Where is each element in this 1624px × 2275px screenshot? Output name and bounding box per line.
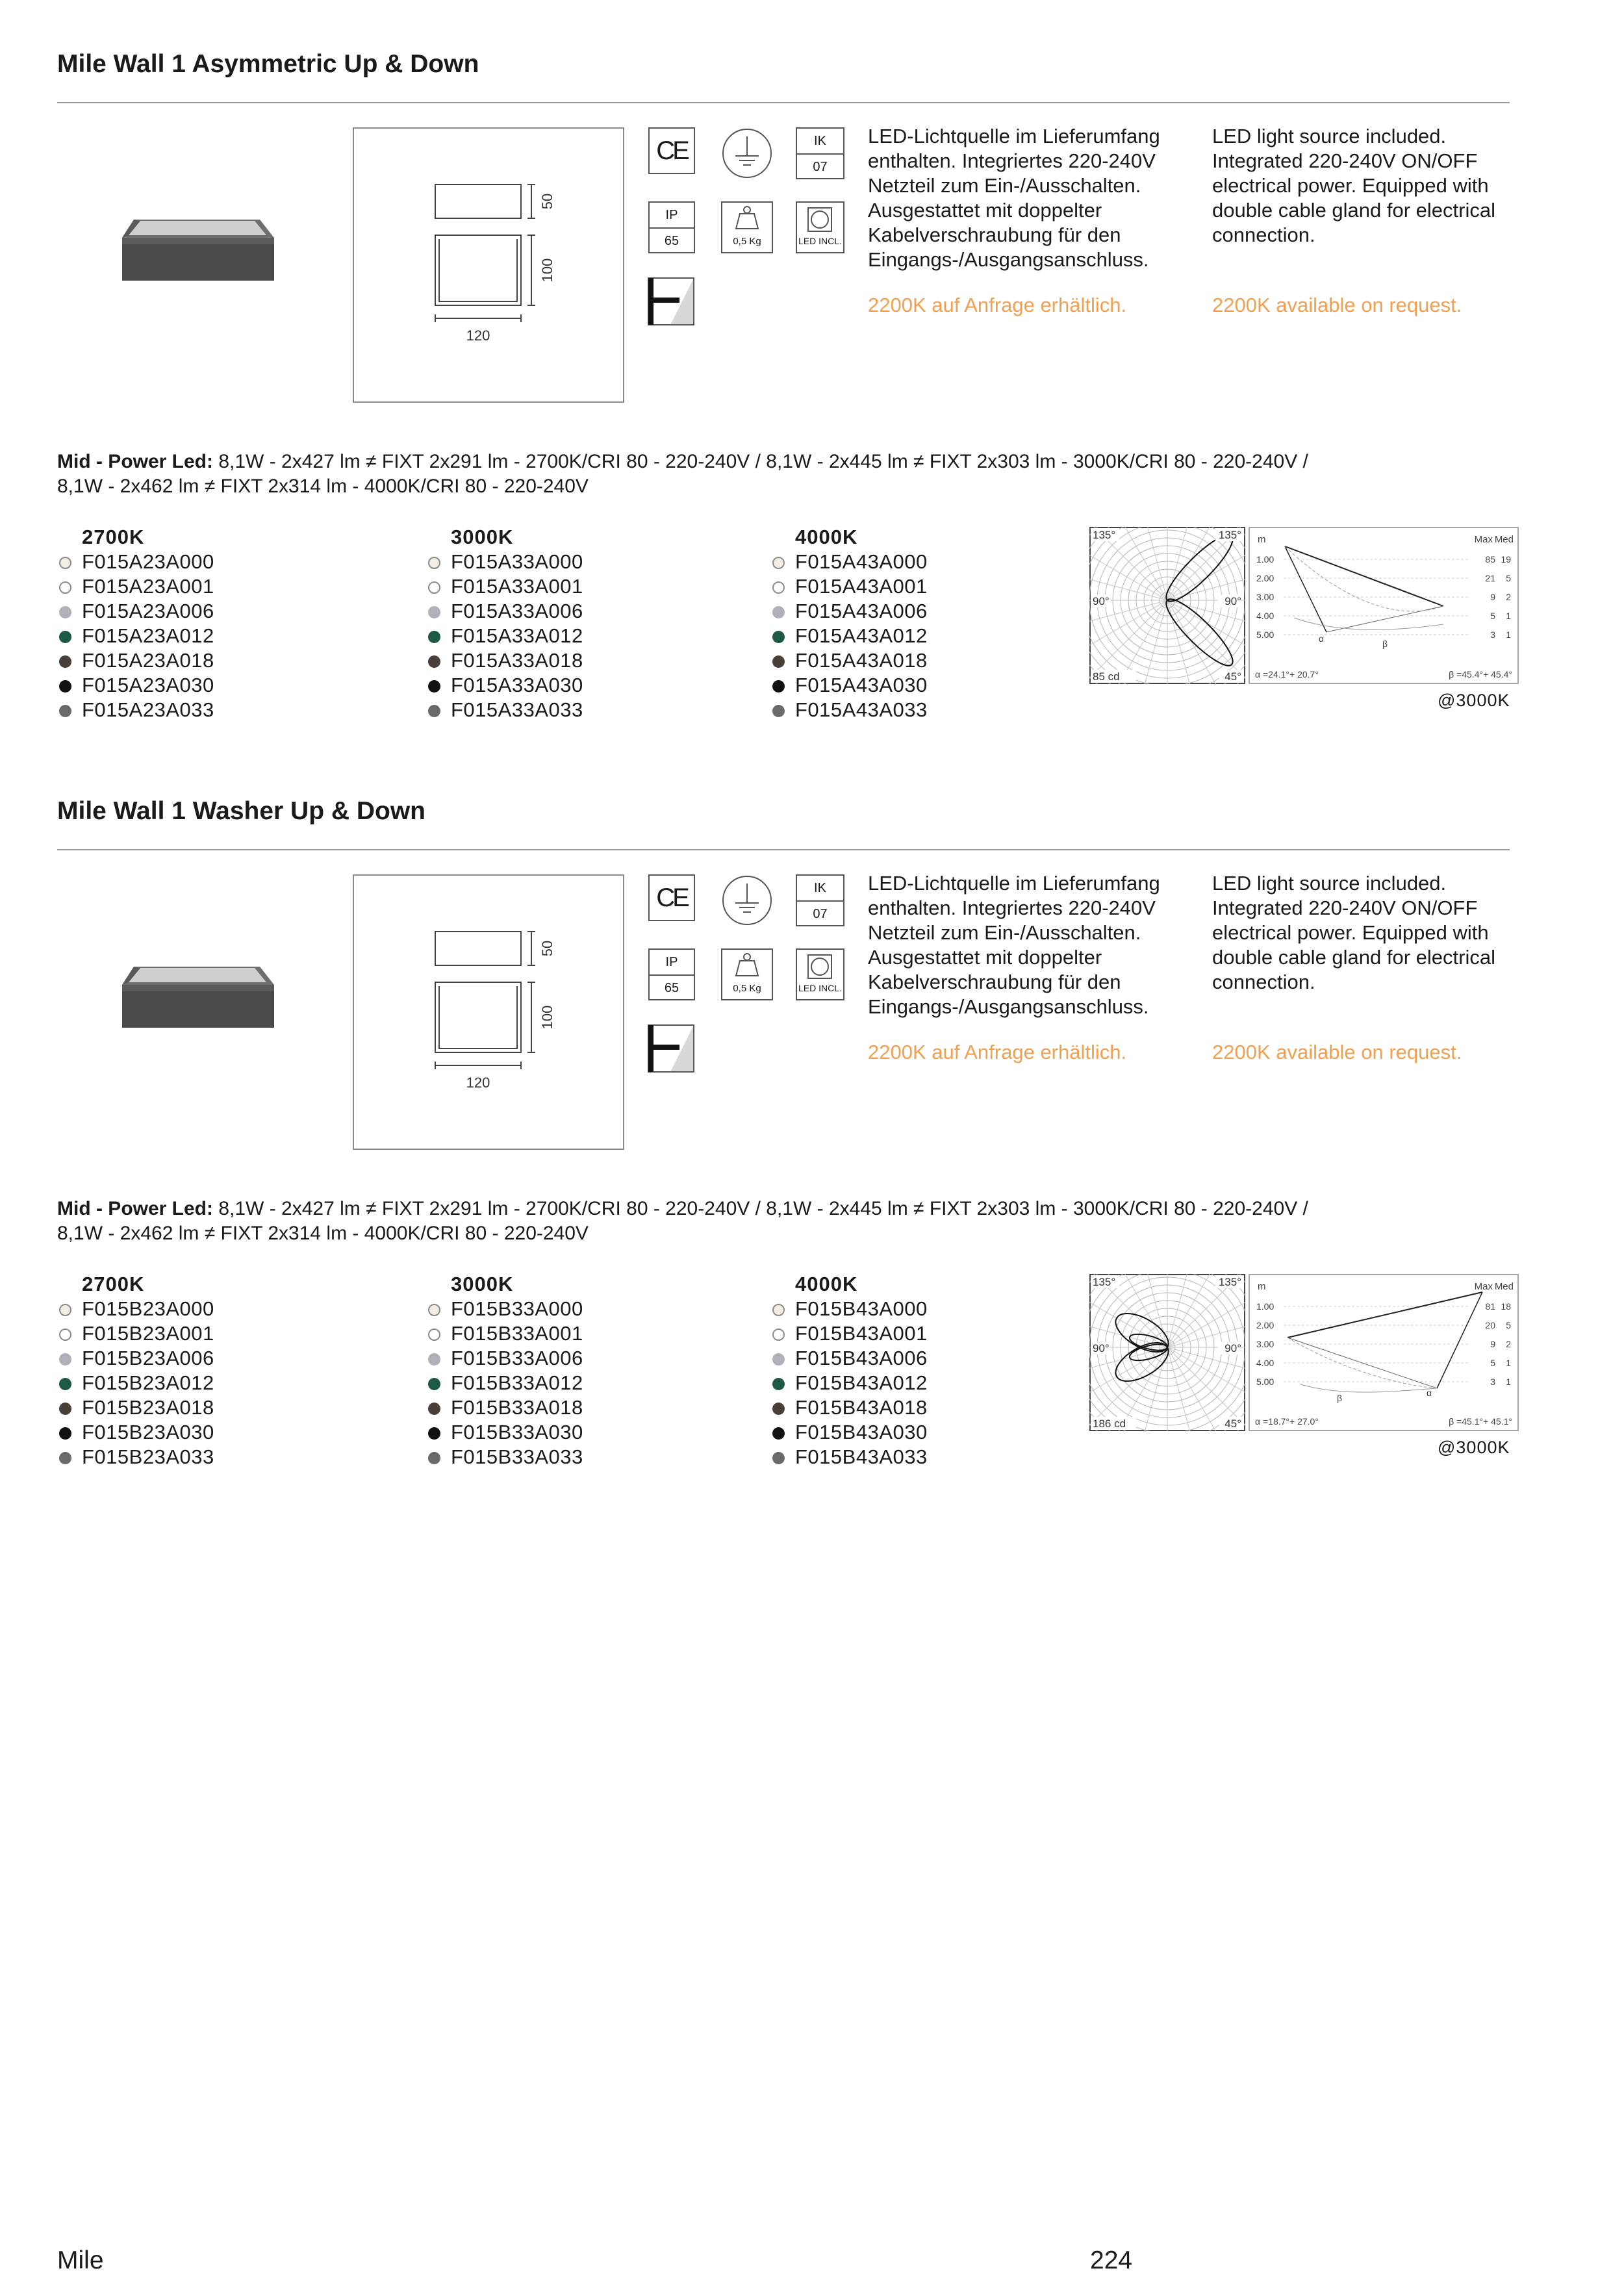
color-swatch — [59, 680, 71, 693]
article-code: F015B23A001 — [82, 1322, 214, 1345]
color-swatch — [59, 655, 71, 668]
article-code: F015A33A001 — [451, 575, 583, 598]
article-code: F015A23A012 — [82, 624, 214, 647]
description-de — [868, 124, 1180, 272]
color-swatch — [772, 1427, 785, 1440]
polar-diagram — [1089, 1274, 1245, 1431]
column-header-4000k: 4000K — [795, 526, 858, 548]
column-header-3000k: 3000K — [451, 526, 514, 548]
color-swatch — [59, 581, 71, 594]
title-divider — [57, 102, 1510, 103]
description-en — [1212, 871, 1524, 995]
description-en-line: connection. — [1212, 971, 1315, 993]
section-title: Mile Wall 1 Asymmetric Up & Down — [57, 50, 479, 78]
polar-label-135-right: 135° — [1218, 1276, 1241, 1288]
note-en: 2200K available on request. — [1212, 1041, 1462, 1063]
distance-row-m: 4.00 — [1256, 611, 1275, 621]
polar-label-90-right: 90° — [1224, 595, 1241, 607]
article-code: F015B23A000 — [82, 1297, 214, 1320]
note-en: 2200K available on request. — [1212, 294, 1462, 316]
article-code: F015B43A018 — [795, 1396, 928, 1419]
product-image — [122, 212, 275, 283]
description-en-line: electrical power. Equipped with — [1212, 921, 1489, 944]
distance-beta-angles: β =45.4°+ 45.4° — [1449, 669, 1512, 680]
color-swatch — [59, 1378, 71, 1390]
description-en-line: LED light source included. — [1212, 872, 1447, 895]
column-header-4000k: 4000K — [795, 1273, 858, 1295]
description-en-line: Integrated 220-240V ON/OFF — [1212, 896, 1478, 919]
spec-text: 8,1W - 2x427 lm ≠ FIXT 2x291 lm - 2700K/CRI 80 - 220-240V / 8,1W - 2x445 lm ≠ FIXT 2x303 lm - 3000K/CRI 80 - 220-240V / — [213, 1198, 1308, 1219]
distance-header-max: Max — [1474, 1281, 1493, 1292]
reference-temperature: @3000K — [1438, 1438, 1510, 1457]
description-de-line: Kabelverschraubung für den — [868, 971, 1121, 993]
color-swatch — [59, 1452, 71, 1464]
distance-header-m: m — [1258, 534, 1266, 545]
article-code: F015B23A006 — [82, 1347, 214, 1369]
led-included-icon: LED INCL. — [796, 948, 844, 1000]
article-code: F015A23A018 — [82, 649, 214, 672]
color-swatch — [59, 1304, 71, 1316]
weight-icon: 0,5 Kg — [721, 948, 773, 1000]
ce-icon: CE — [648, 127, 695, 174]
color-swatch — [59, 1353, 71, 1366]
description-en-line: connection. — [1212, 223, 1315, 246]
distance-alpha-angles: α =24.1°+ 20.7° — [1255, 669, 1319, 680]
distance-row-med: 5 — [1506, 573, 1511, 583]
description-de-line: LED-Lichtquelle im Lieferumfang — [868, 872, 1160, 895]
color-swatch — [772, 557, 785, 569]
description-de-line: Netzteil zum Ein-/Ausschalten. — [868, 174, 1141, 197]
color-swatch — [59, 705, 71, 717]
article-code: F015A23A030 — [82, 674, 214, 696]
color-swatch — [428, 1378, 440, 1390]
color-swatch — [772, 631, 785, 643]
article-code: F015B43A033 — [795, 1445, 928, 1468]
article-code: F015A33A030 — [451, 674, 583, 696]
description-de — [868, 871, 1180, 1019]
distance-row-med: 18 — [1501, 1301, 1511, 1312]
page-number: 224 — [1090, 2246, 1133, 2274]
color-swatch — [428, 631, 440, 643]
article-code: F015B33A033 — [451, 1445, 583, 1468]
distance-diagram — [1249, 527, 1519, 684]
article-code: F015B43A006 — [795, 1347, 928, 1369]
article-code: F015B33A018 — [451, 1396, 583, 1419]
distance-beta-angles: β =45.1°+ 45.1° — [1449, 1416, 1512, 1427]
distance-row-m: 3.00 — [1256, 592, 1275, 602]
ip-rating-icon: IP 65 — [648, 201, 695, 253]
distance-row-m: 4.00 — [1256, 1358, 1275, 1368]
article-code: F015B23A033 — [82, 1445, 214, 1468]
product-section — [0, 747, 1624, 1494]
article-code: F015A43A006 — [795, 600, 928, 622]
color-swatch — [59, 631, 71, 643]
article-code: F015A23A033 — [82, 698, 214, 721]
distance-header-m: m — [1258, 1281, 1266, 1292]
description-de-line: Kabelverschraubung für den — [868, 223, 1121, 246]
distance-row-max: 81 — [1485, 1301, 1495, 1312]
ip-rating-icon: IP 65 — [648, 948, 695, 1000]
distance-row-m: 3.00 — [1256, 1339, 1275, 1349]
ik-rating-icon: IK 07 — [796, 127, 844, 179]
spec-line-2: 8,1W - 2x462 lm ≠ FIXT 2x314 lm - 4000K/CRI 80 - 220-240V — [57, 1223, 589, 1244]
color-swatch — [59, 606, 71, 618]
description-en-line: double cable gland for electrical — [1212, 946, 1495, 969]
color-swatch — [428, 680, 440, 693]
led-included-icon: LED INCL. — [796, 201, 844, 253]
distance-diagram — [1249, 1274, 1519, 1431]
distance-header-med: Med — [1494, 534, 1514, 545]
ce-icon: CE — [648, 874, 695, 921]
description-en-line: Integrated 220-240V ON/OFF — [1212, 149, 1478, 172]
polar-label-135-left: 135° — [1093, 1276, 1116, 1288]
spec-line-1 — [57, 1197, 1308, 1221]
article-code: F015A23A001 — [82, 575, 214, 598]
distance-row-med: 2 — [1506, 1339, 1511, 1349]
polar-label-135-left: 135° — [1093, 529, 1116, 541]
wall-mount-icon — [647, 1023, 696, 1074]
distance-alpha-symbol: α — [1318, 633, 1325, 644]
ik-rating-icon: IK 07 — [796, 874, 844, 926]
distance-row-m: 2.00 — [1256, 573, 1275, 583]
note-de: 2200K auf Anfrage erhältlich. — [868, 1041, 1127, 1063]
article-code: F015A23A000 — [82, 550, 214, 573]
distance-row-max: 9 — [1490, 592, 1495, 602]
article-code: F015B33A012 — [451, 1371, 583, 1394]
polar-label-90-left: 90° — [1093, 595, 1110, 607]
distance-beta-symbol: β — [1336, 1393, 1343, 1403]
description-de-line: Eingangs-/Ausgangsanschluss. — [868, 248, 1149, 271]
article-code: F015B23A030 — [82, 1421, 214, 1443]
color-swatch — [772, 655, 785, 668]
article-code: F015B33A001 — [451, 1322, 583, 1345]
column-header-2700k: 2700K — [82, 526, 145, 548]
distance-row-m: 5.00 — [1256, 629, 1275, 640]
color-swatch — [428, 1328, 440, 1341]
color-swatch — [428, 1304, 440, 1316]
distance-row-max: 5 — [1490, 611, 1495, 621]
article-code: F015A43A001 — [795, 575, 928, 598]
article-code: F015B23A018 — [82, 1396, 214, 1419]
article-code: F015B33A006 — [451, 1347, 583, 1369]
polar-label-45: 45° — [1224, 1417, 1241, 1430]
article-code: F015A33A006 — [451, 600, 583, 622]
color-swatch — [772, 1304, 785, 1316]
color-swatch — [428, 1403, 440, 1415]
reference-temperature: @3000K — [1438, 691, 1510, 710]
article-code: F015A43A030 — [795, 674, 928, 696]
article-code: F015B23A012 — [82, 1371, 214, 1394]
color-swatch — [772, 1403, 785, 1415]
article-code: F015A43A018 — [795, 649, 928, 672]
article-code: F015A33A018 — [451, 649, 583, 672]
section-title: Mile Wall 1 Washer Up & Down — [57, 797, 426, 825]
product-image — [122, 959, 275, 1030]
color-swatch — [428, 1353, 440, 1366]
distance-row-med: 5 — [1506, 1320, 1511, 1330]
article-code: F015A43A033 — [795, 698, 928, 721]
description-en — [1212, 124, 1524, 248]
color-swatch — [772, 680, 785, 693]
distance-row-max: 21 — [1485, 573, 1495, 583]
dim-height-top: 50 — [539, 940, 555, 957]
description-de-line: Netzteil zum Ein-/Ausschalten. — [868, 921, 1141, 944]
article-code: F015B43A030 — [795, 1421, 928, 1443]
distance-row-med: 1 — [1506, 629, 1511, 640]
dimension-drawing — [353, 874, 624, 1150]
color-swatch — [428, 1427, 440, 1440]
dim-width: 120 — [466, 327, 490, 344]
description-de-line: enthalten. Integriertes 220-240V — [868, 149, 1156, 172]
article-code: F015B43A001 — [795, 1322, 928, 1345]
distance-alpha-angles: α =18.7°+ 27.0° — [1255, 1416, 1319, 1427]
color-swatch — [59, 1403, 71, 1415]
dimension-lines — [354, 876, 623, 1149]
color-swatch — [59, 1427, 71, 1440]
color-swatch — [428, 705, 440, 717]
color-swatch — [772, 606, 785, 618]
distance-row-med: 1 — [1506, 1358, 1511, 1368]
article-code: F015A43A012 — [795, 624, 928, 647]
color-swatch — [428, 606, 440, 618]
spec-line-1 — [57, 450, 1308, 474]
description-de-line: Ausgestattet mit doppelter — [868, 946, 1102, 969]
article-code: F015A43A000 — [795, 550, 928, 573]
distance-row-med: 1 — [1506, 611, 1511, 621]
distance-row-m: 1.00 — [1256, 1301, 1275, 1312]
color-swatch — [772, 581, 785, 594]
color-swatch — [772, 1378, 785, 1390]
polar-label-135-right: 135° — [1218, 529, 1241, 541]
color-swatch — [59, 1328, 71, 1341]
footer-family: Mile — [57, 2246, 104, 2274]
distance-header-max: Max — [1474, 534, 1493, 545]
polar-label-90-right: 90° — [1224, 1342, 1241, 1354]
ground-icon — [721, 127, 773, 179]
color-swatch — [428, 655, 440, 668]
distance-row-med: 19 — [1501, 554, 1511, 565]
article-code: F015B43A012 — [795, 1371, 928, 1394]
description-de-line: Ausgestattet mit doppelter — [868, 199, 1102, 222]
article-code: F015B33A030 — [451, 1421, 583, 1443]
description-de-line: LED-Lichtquelle im Lieferumfang — [868, 125, 1160, 147]
article-code: F015B33A000 — [451, 1297, 583, 1320]
spec-text: 8,1W - 2x427 lm ≠ FIXT 2x291 lm - 2700K/CRI 80 - 220-240V / 8,1W - 2x445 lm ≠ FIXT 2x303 lm - 3000K/CRI 80 - 220-240V / — [213, 451, 1308, 472]
description-de-line: enthalten. Integriertes 220-240V — [868, 896, 1156, 919]
distance-row-m: 5.00 — [1256, 1377, 1275, 1387]
dim-height: 100 — [539, 1005, 555, 1030]
note-de: 2200K auf Anfrage erhältlich. — [868, 294, 1127, 316]
weight-icon: 0,5 Kg — [721, 201, 773, 253]
distance-row-med: 2 — [1506, 592, 1511, 602]
color-swatch — [428, 1452, 440, 1464]
color-swatch — [59, 557, 71, 569]
dim-height: 100 — [539, 258, 555, 283]
color-swatch — [772, 1328, 785, 1341]
description-en-line: electrical power. Equipped with — [1212, 174, 1489, 197]
article-code: F015A23A006 — [82, 600, 214, 622]
description-en-line: LED light source included. — [1212, 125, 1447, 147]
description-de-line: Eingangs-/Ausgangsanschluss. — [868, 995, 1149, 1018]
spec-label: Mid - Power Led: — [57, 451, 213, 472]
product-section — [0, 0, 1624, 747]
spec-label: Mid - Power Led: — [57, 1198, 213, 1219]
column-header-2700k: 2700K — [82, 1273, 145, 1295]
polar-label-90-left: 90° — [1093, 1342, 1110, 1354]
dim-height-top: 50 — [539, 193, 555, 210]
color-swatch — [772, 1353, 785, 1366]
distance-row-max: 9 — [1490, 1339, 1495, 1349]
column-header-3000k: 3000K — [451, 1273, 514, 1295]
ground-icon — [721, 874, 773, 926]
title-divider — [57, 849, 1510, 850]
distance-row-max: 20 — [1485, 1320, 1495, 1330]
article-code: F015A33A033 — [451, 698, 583, 721]
distance-header-med: Med — [1494, 1281, 1514, 1292]
distance-row-max: 3 — [1490, 629, 1495, 640]
distance-alpha-symbol: α — [1426, 1388, 1432, 1398]
article-code: F015A33A000 — [451, 550, 583, 573]
distance-row-max: 5 — [1490, 1358, 1495, 1368]
polar-candela: 85 cd — [1093, 670, 1120, 683]
distance-row-med: 1 — [1506, 1377, 1511, 1387]
distance-row-m: 1.00 — [1256, 554, 1275, 565]
dimension-drawing — [353, 127, 624, 403]
spec-line-2: 8,1W - 2x462 lm ≠ FIXT 2x314 lm - 4000K/CRI 80 - 220-240V — [57, 476, 589, 497]
article-code: F015B43A000 — [795, 1297, 928, 1320]
distance-row-m: 2.00 — [1256, 1320, 1275, 1330]
color-swatch — [772, 705, 785, 717]
polar-label-45: 45° — [1224, 670, 1241, 683]
article-code: F015A33A012 — [451, 624, 583, 647]
color-swatch — [772, 1452, 785, 1464]
description-en-line: double cable gland for electrical — [1212, 199, 1495, 222]
dim-width: 120 — [466, 1074, 490, 1091]
distance-beta-symbol: β — [1382, 639, 1388, 649]
wall-mount-icon — [647, 275, 696, 327]
distance-row-max: 85 — [1485, 554, 1495, 565]
color-swatch — [428, 581, 440, 594]
distance-row-max: 3 — [1490, 1377, 1495, 1387]
polar-candela: 186 cd — [1093, 1417, 1126, 1430]
color-swatch — [428, 557, 440, 569]
polar-diagram — [1089, 527, 1245, 684]
dimension-lines — [354, 129, 623, 401]
